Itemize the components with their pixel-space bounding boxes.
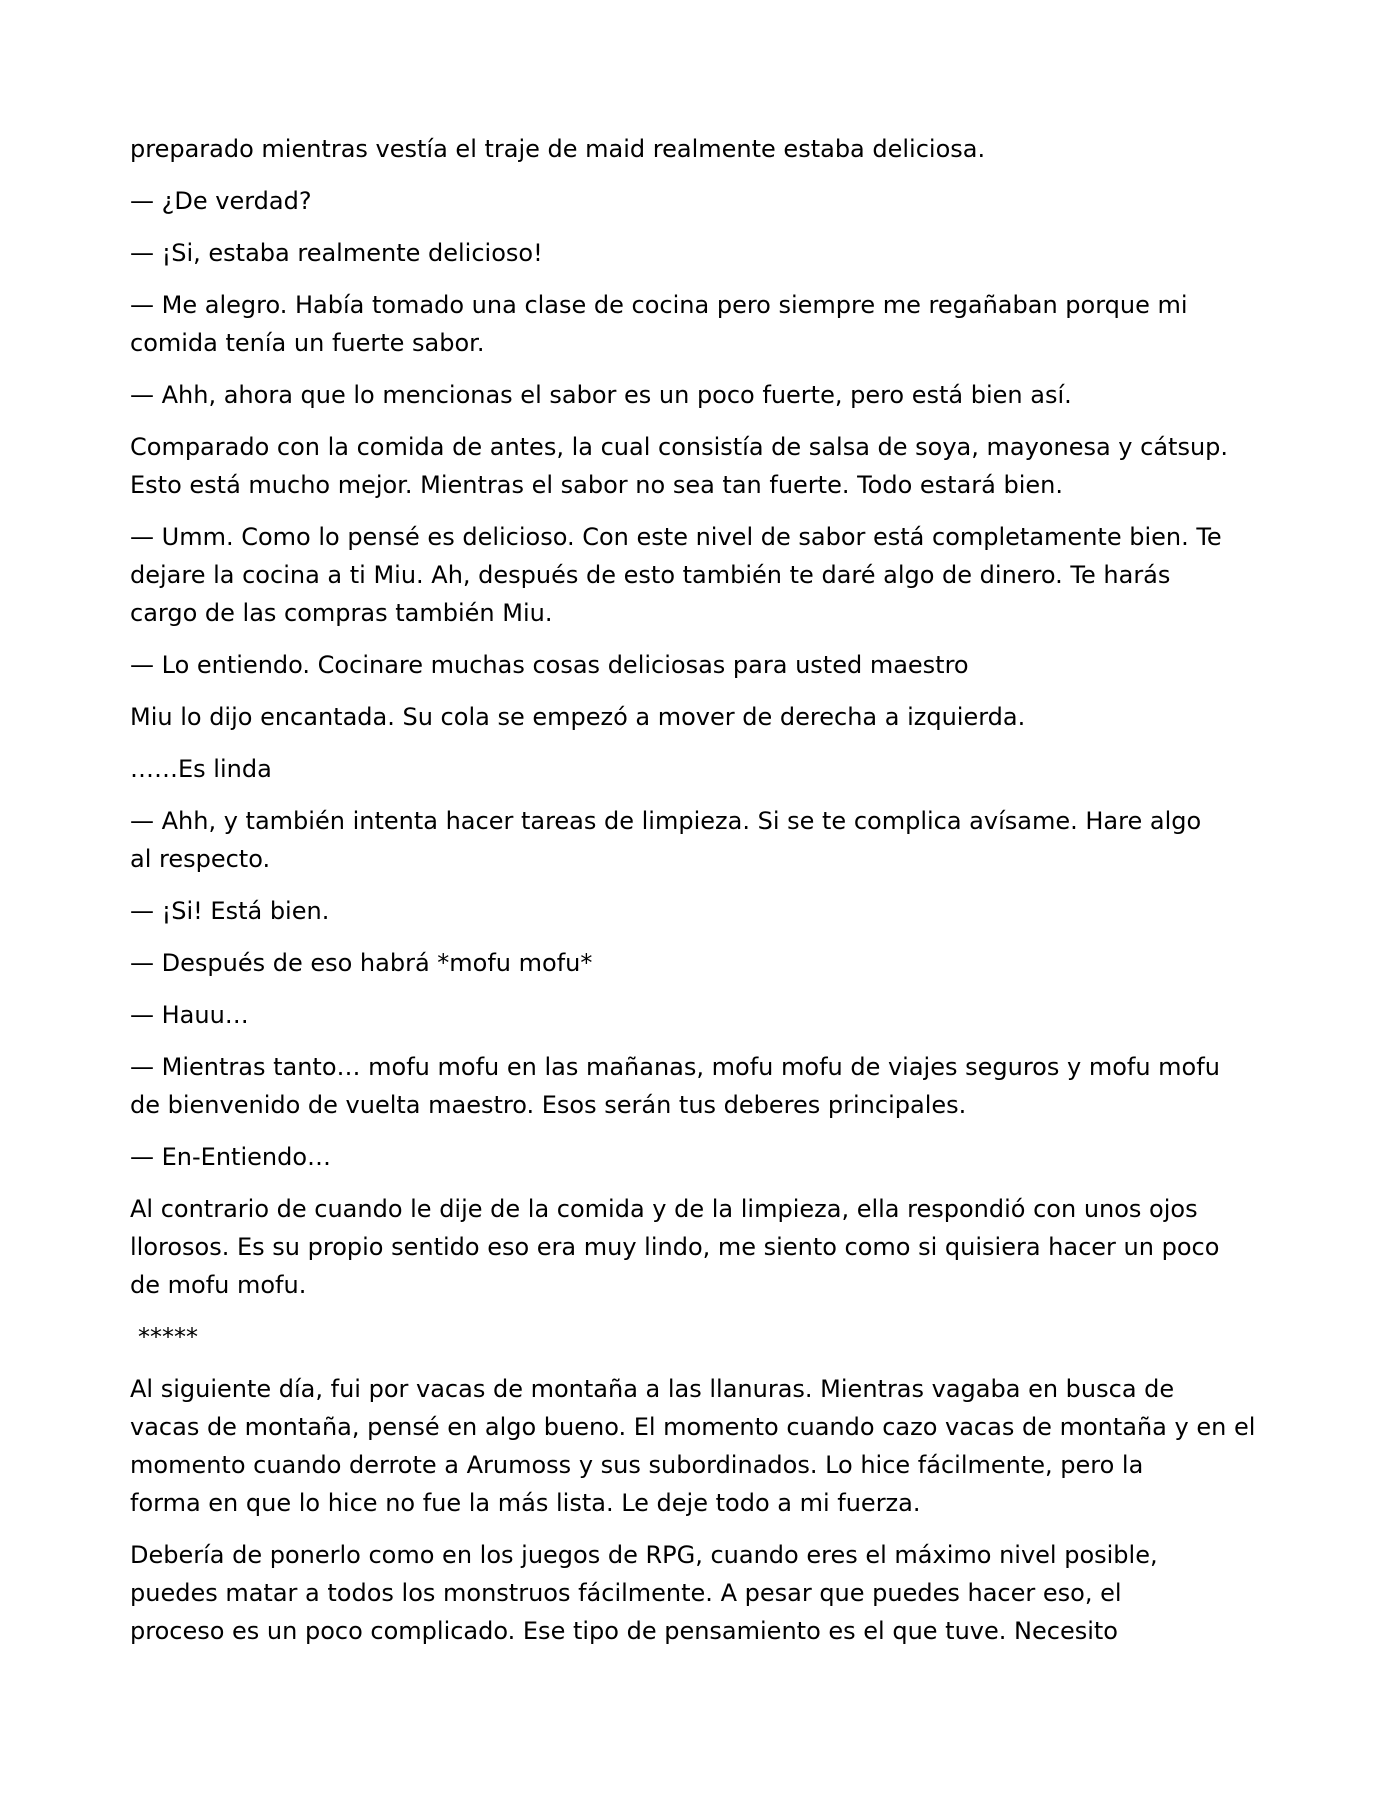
- text-line: comida tenía un fuerte sabor.: [130, 329, 485, 357]
- text-line: dejare la cocina a ti Miu. Ah, después de esto también te daré algo de dinero. Te harás: [130, 561, 1171, 589]
- text-line: — Umm. Como lo pensé es delicioso. Con este nivel de sabor está completamente bien. Te: [130, 523, 1222, 551]
- section-break-asterisks: *****: [138, 1323, 198, 1351]
- text-line: — Me alegro. Había tomado una clase de cocina pero siempre me regañaban porque mi: [130, 291, 1188, 319]
- dialogue-paragraph: [130, 182, 1310, 220]
- text-line: — Después de eso habrá *mofu mofu*: [130, 949, 593, 977]
- dialogue-paragraph: [130, 518, 1310, 632]
- dialogue-paragraph: [130, 996, 1310, 1034]
- dialogue-paragraph: [130, 802, 1310, 878]
- narrative-paragraph: [130, 1536, 1310, 1650]
- text-line: — Hauu…: [130, 1001, 249, 1029]
- section-break: [130, 1318, 1310, 1356]
- text-line: puedes matar a todos los monstruos fácilmente. A pesar que puedes hacer eso, el: [130, 1579, 1122, 1607]
- dialogue-paragraph: [130, 286, 1310, 362]
- dialogue-paragraph: [130, 892, 1310, 930]
- narrative-paragraph: [130, 1190, 1310, 1304]
- text-line: al respecto.: [130, 845, 271, 873]
- dialogue-paragraph: [130, 646, 1310, 684]
- text-line: Comparado con la comida de antes, la cual consistía de salsa de soya, mayonesa y cátsup.: [130, 433, 1229, 461]
- text-line: forma en que lo hice no fue la más lista. Le deje todo a mi fuerza.: [130, 1489, 921, 1517]
- text-line: — Ahh, ahora que lo mencionas el sabor es un poco fuerte, pero está bien así.: [130, 381, 1072, 409]
- text-line: — ¡Si! Está bien.: [130, 897, 330, 925]
- text-line: ……Es linda: [130, 755, 272, 783]
- text-line: — ¡Si, estaba realmente delicioso!: [130, 239, 543, 267]
- text-line: Miu lo dijo encantada. Su cola se empezó a mover de derecha a izquierda.: [130, 703, 1026, 731]
- dialogue-paragraph: [130, 234, 1310, 272]
- text-line: de bienvenido de vuelta maestro. Esos serán tus deberes principales.: [130, 1091, 967, 1119]
- dialogue-paragraph: [130, 376, 1310, 414]
- text-line: momento cuando derrote a Arumoss y sus subordinados. Lo hice fácilmente, pero la: [130, 1451, 1144, 1479]
- narrative-paragraph: [130, 1370, 1310, 1522]
- text-line: vacas de montaña, pensé en algo bueno. El momento cuando cazo vacas de montaña y en el: [130, 1413, 1256, 1441]
- text-line: — Ahh, y también intenta hacer tareas de limpieza. Si se te complica avísame. Hare algo: [130, 807, 1202, 835]
- text-line: Debería de ponerlo como en los juegos de RPG, cuando eres el máximo nivel posible,: [130, 1541, 1158, 1569]
- text-line: Al siguiente día, fui por vacas de montaña a las llanuras. Mientras vagaba en busca de: [130, 1375, 1175, 1403]
- dialogue-paragraph: [130, 1048, 1310, 1124]
- narrative-paragraph: [130, 428, 1310, 504]
- text-line: — Lo entiendo. Cocinare muchas cosas deliciosas para usted maestro: [130, 651, 969, 679]
- text-line: cargo de las compras también Miu.: [130, 599, 553, 627]
- text-line: — En-Entiendo…: [130, 1143, 332, 1171]
- text-line: preparado mientras vestía el traje de maid realmente estaba deliciosa.: [130, 135, 986, 163]
- page-text: [130, 130, 1310, 1664]
- text-line: — Mientras tanto… mofu mofu en las mañanas, mofu mofu de viajes seguros y mofu mofu: [130, 1053, 1220, 1081]
- narrative-paragraph: [130, 698, 1310, 736]
- dialogue-paragraph: [130, 1138, 1310, 1176]
- narrative-paragraph: [130, 130, 1310, 168]
- text-line: llorosos. Es su propio sentido eso era muy lindo, me siento como si quisiera hacer un poco: [130, 1233, 1220, 1261]
- text-line: Al contrario de cuando le dije de la comida y de la limpieza, ella respondió con unos ojos: [130, 1195, 1198, 1223]
- text-line: de mofu mofu.: [130, 1271, 307, 1299]
- dialogue-paragraph: [130, 944, 1310, 982]
- text-line: proceso es un poco complicado. Ese tipo de pensamiento es el que tuve. Necesito: [130, 1617, 1118, 1645]
- text-line: Esto está mucho mejor. Mientras el sabor no sea tan fuerte. Todo estará bien.: [130, 471, 1064, 499]
- text-line: — ¿De verdad?: [130, 187, 312, 215]
- narrative-paragraph: [130, 750, 1310, 788]
